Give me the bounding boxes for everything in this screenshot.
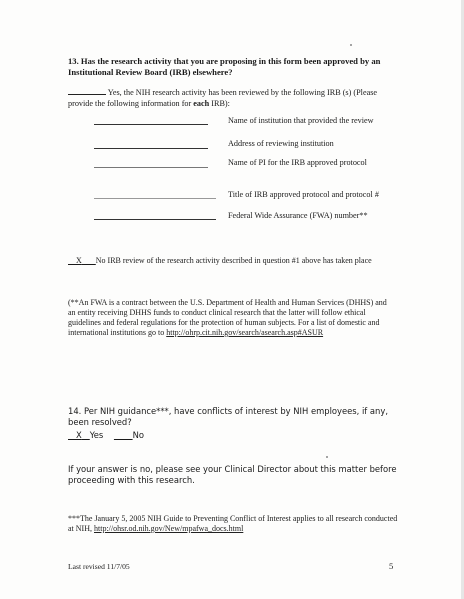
page-number: 5 (389, 561, 394, 571)
q14-yes-label: Yes (89, 430, 104, 440)
question-14: 14. Per NIH guidance***, have conflicts of interest by NIH employees, if any, been resolved? (68, 406, 388, 427)
irb-field-line-fwa[interactable] (94, 219, 216, 220)
question-13: 13. Has the research activity that you are proposing in this form been approved by an Institutional Review Board (IRB) elsewhere? (68, 56, 381, 77)
irb-field-label-pi: Name of PI for the IRB approved protocol (228, 158, 367, 167)
q13-no-review (68, 256, 398, 266)
q13-no-review-answer[interactable] (68, 256, 96, 265)
last-revised: Last revised 11/7/05 (68, 562, 130, 571)
irb-field-line-pi[interactable] (94, 167, 208, 168)
q14-yes-mark: X (76, 430, 82, 440)
q13-yes-blank[interactable] (68, 86, 106, 95)
irb-field-line-institution[interactable] (94, 124, 208, 125)
footnote (68, 514, 398, 534)
q13-no-review-mark: X (76, 256, 82, 265)
q13-yes-text-bold: each (193, 99, 210, 108)
irb-field-label-institution: Name of institution that provided the review (228, 116, 374, 125)
q13-yes-text: Yes, the NIH research activity has been reviewed by the following IRB (s) (Please provide the following information for (68, 88, 378, 108)
irb-field-label-fwa: Federal Wide Assurance (FWA) number** (228, 211, 368, 220)
footnote-text: ***The January 5, 2005 NIH Guide to Preventing Conflict of Interest applies to all research conducted at NIH, (68, 514, 398, 533)
irb-field-label-address: Address of reviewing institution (228, 139, 334, 148)
irb-field-line-address[interactable] (94, 148, 208, 149)
q14-yes-answer[interactable] (68, 430, 90, 440)
q13-yes-statement (68, 86, 398, 109)
q14-answer (68, 430, 144, 440)
fwa-note (68, 298, 388, 338)
irb-field-line-title[interactable] (94, 198, 216, 199)
q14-no-label: No (132, 430, 144, 440)
irb-field-label-title: Title of IRB approved protocol and protocol # (228, 190, 379, 199)
q13-no-review-text: No IRB review of the research activity described in question #1 above has taken place (95, 256, 372, 265)
footnote-link[interactable]: http://ohsr.od.nih.gov/New/mpafwa_docs.html (94, 524, 244, 533)
scan-speck (326, 456, 328, 458)
fwa-link[interactable]: http://ohrp.cit.nih.gov/search/asearch.asp#ASUR (166, 328, 324, 337)
fwa-note-text: (**An FWA is a contract between the U.S. Department of Health and Human Services (DHHS) and an entity receiving DHHS funds to conduct clinical research that the latter will follow ethical guidelines and federal regulations for the protection of human subjects. For a list of domestic and international institutions go to (68, 298, 387, 337)
scan-speck (350, 44, 352, 46)
q14-note: If your answer is no, please see your Clinical Director about this matter before proceeding with this research. (68, 464, 397, 485)
q14-no-answer[interactable] (114, 430, 133, 440)
q13-yes-text-end: IRB): (209, 99, 230, 108)
